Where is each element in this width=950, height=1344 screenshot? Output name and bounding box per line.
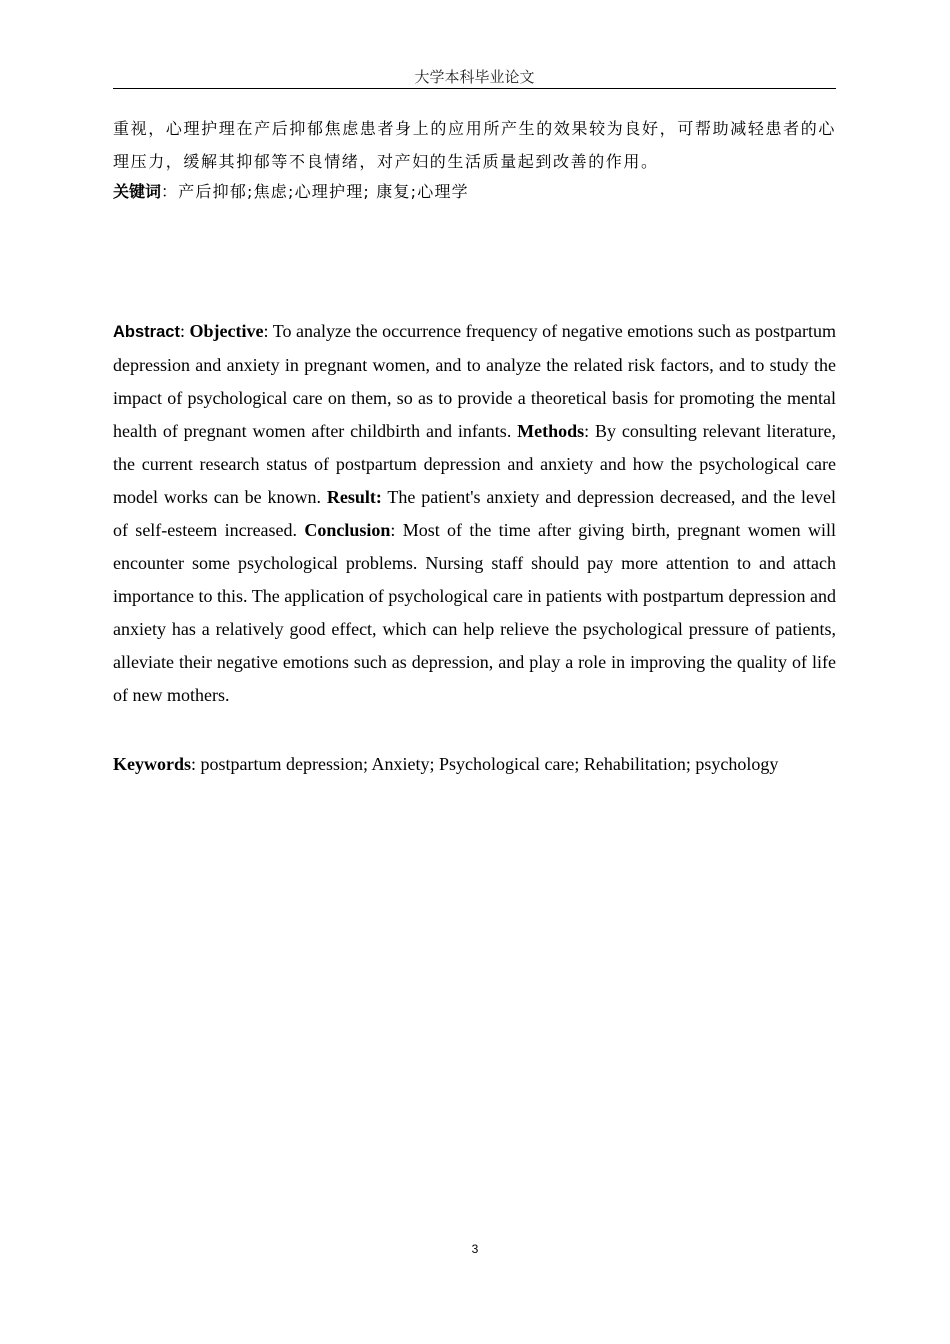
english-keywords: [113, 748, 836, 781]
chinese-keywords-label: 关键词: [113, 182, 162, 201]
conclusion-label: Conclusion: [304, 520, 391, 540]
result-label: Result:: [326, 487, 382, 507]
english-keywords-text: : postpartum depression; Anxiety; Psychological care; Rehabilitation; psychology: [191, 754, 779, 774]
result-text: The patient's anxiety and depression decreased, and the level of self-esteem increased.: [113, 487, 836, 540]
chinese-keywords-text: 产后抑郁;焦虑;心理护理; 康复;心理学: [178, 182, 469, 201]
chinese-keywords-separator: ：: [161, 182, 179, 201]
chinese-paragraph: 重视，心理护理在产后抑郁焦虑患者身上的应用所产生的效果较为良好，可帮助减轻患者的心理压力，缓解其抑郁等不良情绪，对产妇的生活质量起到改善的作用。: [113, 119, 836, 171]
chinese-keywords: [113, 175, 836, 208]
methods-text: : By consulting relevant literature, the current research status of postpartum depression and anxiety and how the psychological care model works can be known.: [113, 421, 836, 507]
abstract-label: Abstract: [113, 323, 180, 341]
objective-label: Objective: [189, 321, 264, 341]
methods-label: Methods: [517, 421, 585, 441]
objective-text: : To analyze the occurrence frequency of negative emotions such as postpartum depression and anxiety in pregnant women, and to analyze the related risk factors, and to study the impact of psychological care on them, so as to provide a theoretical basis for promoting the mental health of pregnant women after childbirth and infants.: [113, 321, 836, 441]
english-abstract: [113, 315, 836, 712]
english-keywords-label: Keywords: [113, 754, 191, 774]
page-number: 3: [471, 1242, 479, 1256]
abstract-paragraph: Abstract: Objective: To analyze the occurrence frequency of negative emotions such as postpartum depression and anxiety in pregnant women, and to analyze the related risk factors, and to study the impact of psychological care on them, so as to provide a theoretical basis for promoting the mental health of pregnant women after childbirth and infants. Methods: By consulting relevant literature, the current research status of postpartum depression and anxiety and how the psychological care model works can be known. Result: The patient's anxiety and depression decreased, and the level of self-esteem increased. Conclusion: Most of the time after giving birth, pregnant women will encounter some psychological problems. Nursing staff should pay more attention to and attach importance to this. The application of psychological care in patients with postpartum depression and anxiety has a relatively good effect, which can help relieve the psychological pressure of patients, alleviate their negative emotions such as depression, and play a role in improving the quality of life of new mothers.: [113, 321, 836, 705]
page-header: 大学本科毕业论文: [113, 66, 836, 89]
conclusion-text: : Most of the time after giving birth, pregnant women will encounter some psychological problems. Nursing staff should pay more attention to and attach importance to this. The application of psychological care in patients with postpartum depression and anxiety has a relatively good effect, which can help relieve the psychological pressure of patients, alleviate their negative emotions such as depression, and play a role in improving the quality of life of new mothers.: [113, 520, 836, 705]
chinese-abstract-continuation: [113, 112, 836, 178]
